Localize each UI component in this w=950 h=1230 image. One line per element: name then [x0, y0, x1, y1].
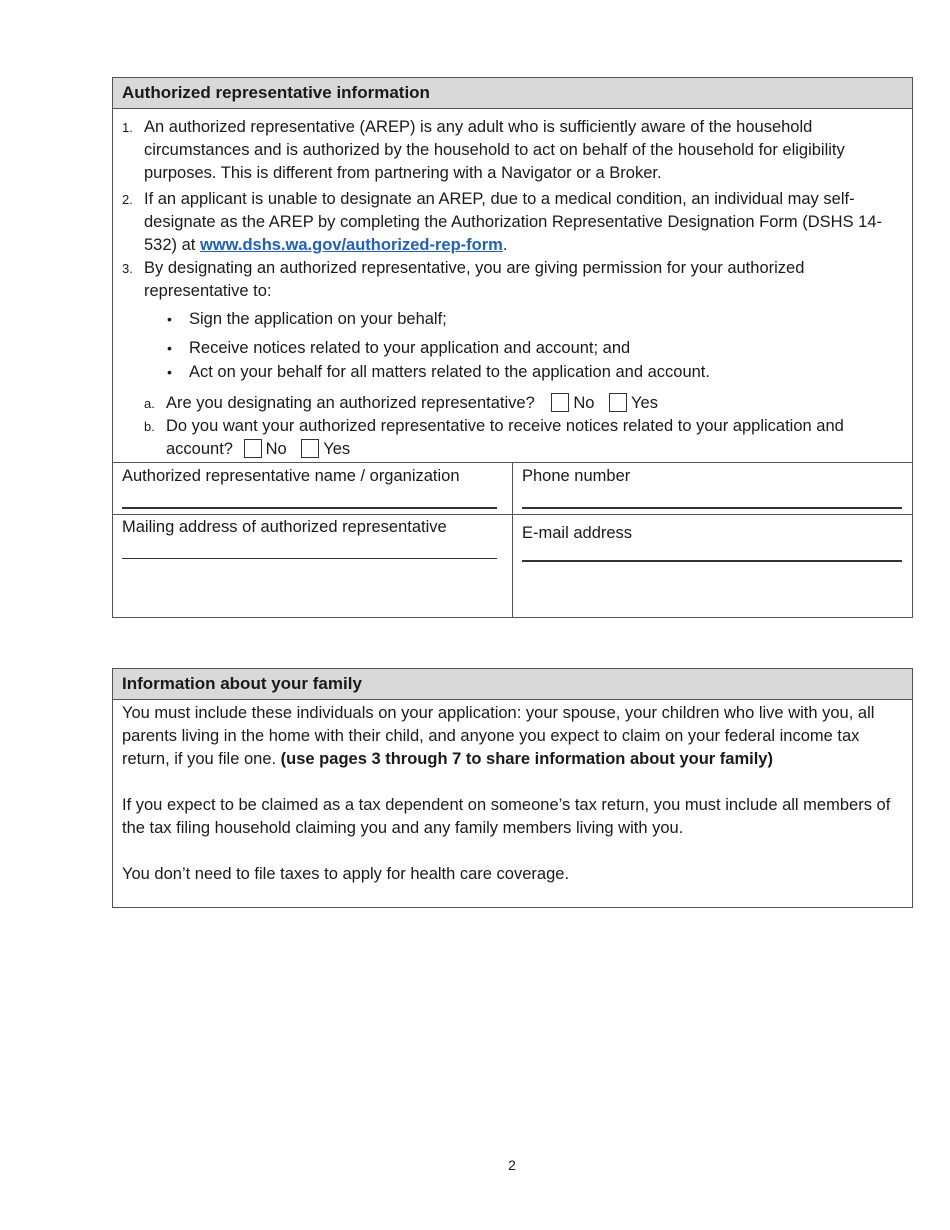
- no-label: No: [573, 394, 595, 412]
- arep-list-item-2: [122, 188, 892, 257]
- list-number: 2.: [122, 192, 133, 207]
- authorized-rep-form-link[interactable]: www.dshs.wa.gov/authorized-rep-form: [199, 236, 503, 254]
- email-address-field[interactable]: [522, 560, 902, 562]
- mailing-address-field[interactable]: [122, 558, 497, 559]
- question-text: Do you want your authorized representative to receive notices related to your application and account?: [166, 417, 844, 458]
- phone-number-field[interactable]: [522, 507, 902, 509]
- family-paragraph-3: You don’t need to file taxes to apply for health care coverage.: [122, 865, 570, 883]
- question-letter: a.: [144, 396, 155, 411]
- notices-yes-checkbox[interactable]: [301, 439, 319, 458]
- family-paragraph-1-text: You must include these individuals on your application: your spouse, your children who live with you, all parents living in the home with their child, and anyone you expect to claim on your federal income tax return, if you file one.: [122, 704, 875, 768]
- family-instructions: [122, 702, 900, 886]
- mailing-address-label: Mailing address of authorized representative: [122, 518, 447, 536]
- authorized-representative-section: [112, 77, 913, 618]
- list-item-text-end: or a Broker.: [571, 164, 662, 182]
- designate-yes-checkbox[interactable]: [609, 393, 627, 412]
- arep-section-header: Authorized representative information: [113, 78, 912, 109]
- arep-list-item-1: [122, 116, 892, 185]
- yes-label: Yes: [631, 394, 658, 412]
- list-item-text: By designating an authorized representative, you are giving permission for your authorized representative to:: [144, 259, 805, 300]
- list-item-text-end: .: [502, 236, 508, 254]
- arep-name-label: Authorized representative name / organization: [122, 467, 460, 485]
- no-label: No: [265, 440, 287, 458]
- arep-name-field[interactable]: [122, 507, 497, 509]
- permission-bullet-3: • Act on your behalf for all matters related to the application and account.: [189, 361, 710, 384]
- email-address-label: E-mail address: [522, 524, 633, 542]
- arep-list-item-3: [122, 257, 892, 303]
- list-number: 1.: [122, 120, 133, 135]
- question-b: [144, 415, 882, 461]
- navigator-text: Navigator: [501, 164, 572, 182]
- family-paragraph-1-bold: (use pages 3 through 7 to share information about your family): [280, 750, 773, 768]
- permission-bullet-2: • Receive notices related to your application and account; and: [189, 337, 630, 360]
- question-letter: b.: [144, 419, 155, 434]
- list-number: 3.: [122, 261, 133, 276]
- question-text: Are you designating an authorized representative?: [166, 394, 535, 412]
- family-section-header: Information about your family: [113, 669, 912, 700]
- yes-label: Yes: [323, 440, 351, 458]
- family-paragraph-1: [122, 702, 900, 771]
- family-paragraph-2: If you expect to be claimed as a tax dependent on someone’s tax return, you must include all members of the tax filing household claiming you and any family members living with you.: [122, 796, 891, 837]
- field-grid-divider-vertical: [512, 462, 513, 618]
- list-item-text: If an applicant is unable to designate an AREP, due to a medical condition, an individual may self-designate as the AREP by completing the Authorization Representative Designation Form (DSHS 14-532) at: [144, 190, 883, 254]
- list-item-text: An authorized representative (AREP) is any adult who is sufficiently aware of the household circumstances and is authorized by the household to act on behalf of the household for eligibility purposes. This is different from partnering with a: [144, 118, 845, 182]
- arep-numbered-list: [122, 116, 892, 303]
- question-a: [144, 392, 882, 415]
- family-information-section: [112, 668, 913, 908]
- permission-bullet-1: • Sign the application on your behalf;: [189, 308, 447, 331]
- designate-no-checkbox[interactable]: [551, 393, 569, 412]
- page-number: 2: [508, 1157, 516, 1173]
- phone-number-label: Phone number: [522, 467, 631, 485]
- notices-no-checkbox[interactable]: [244, 439, 262, 458]
